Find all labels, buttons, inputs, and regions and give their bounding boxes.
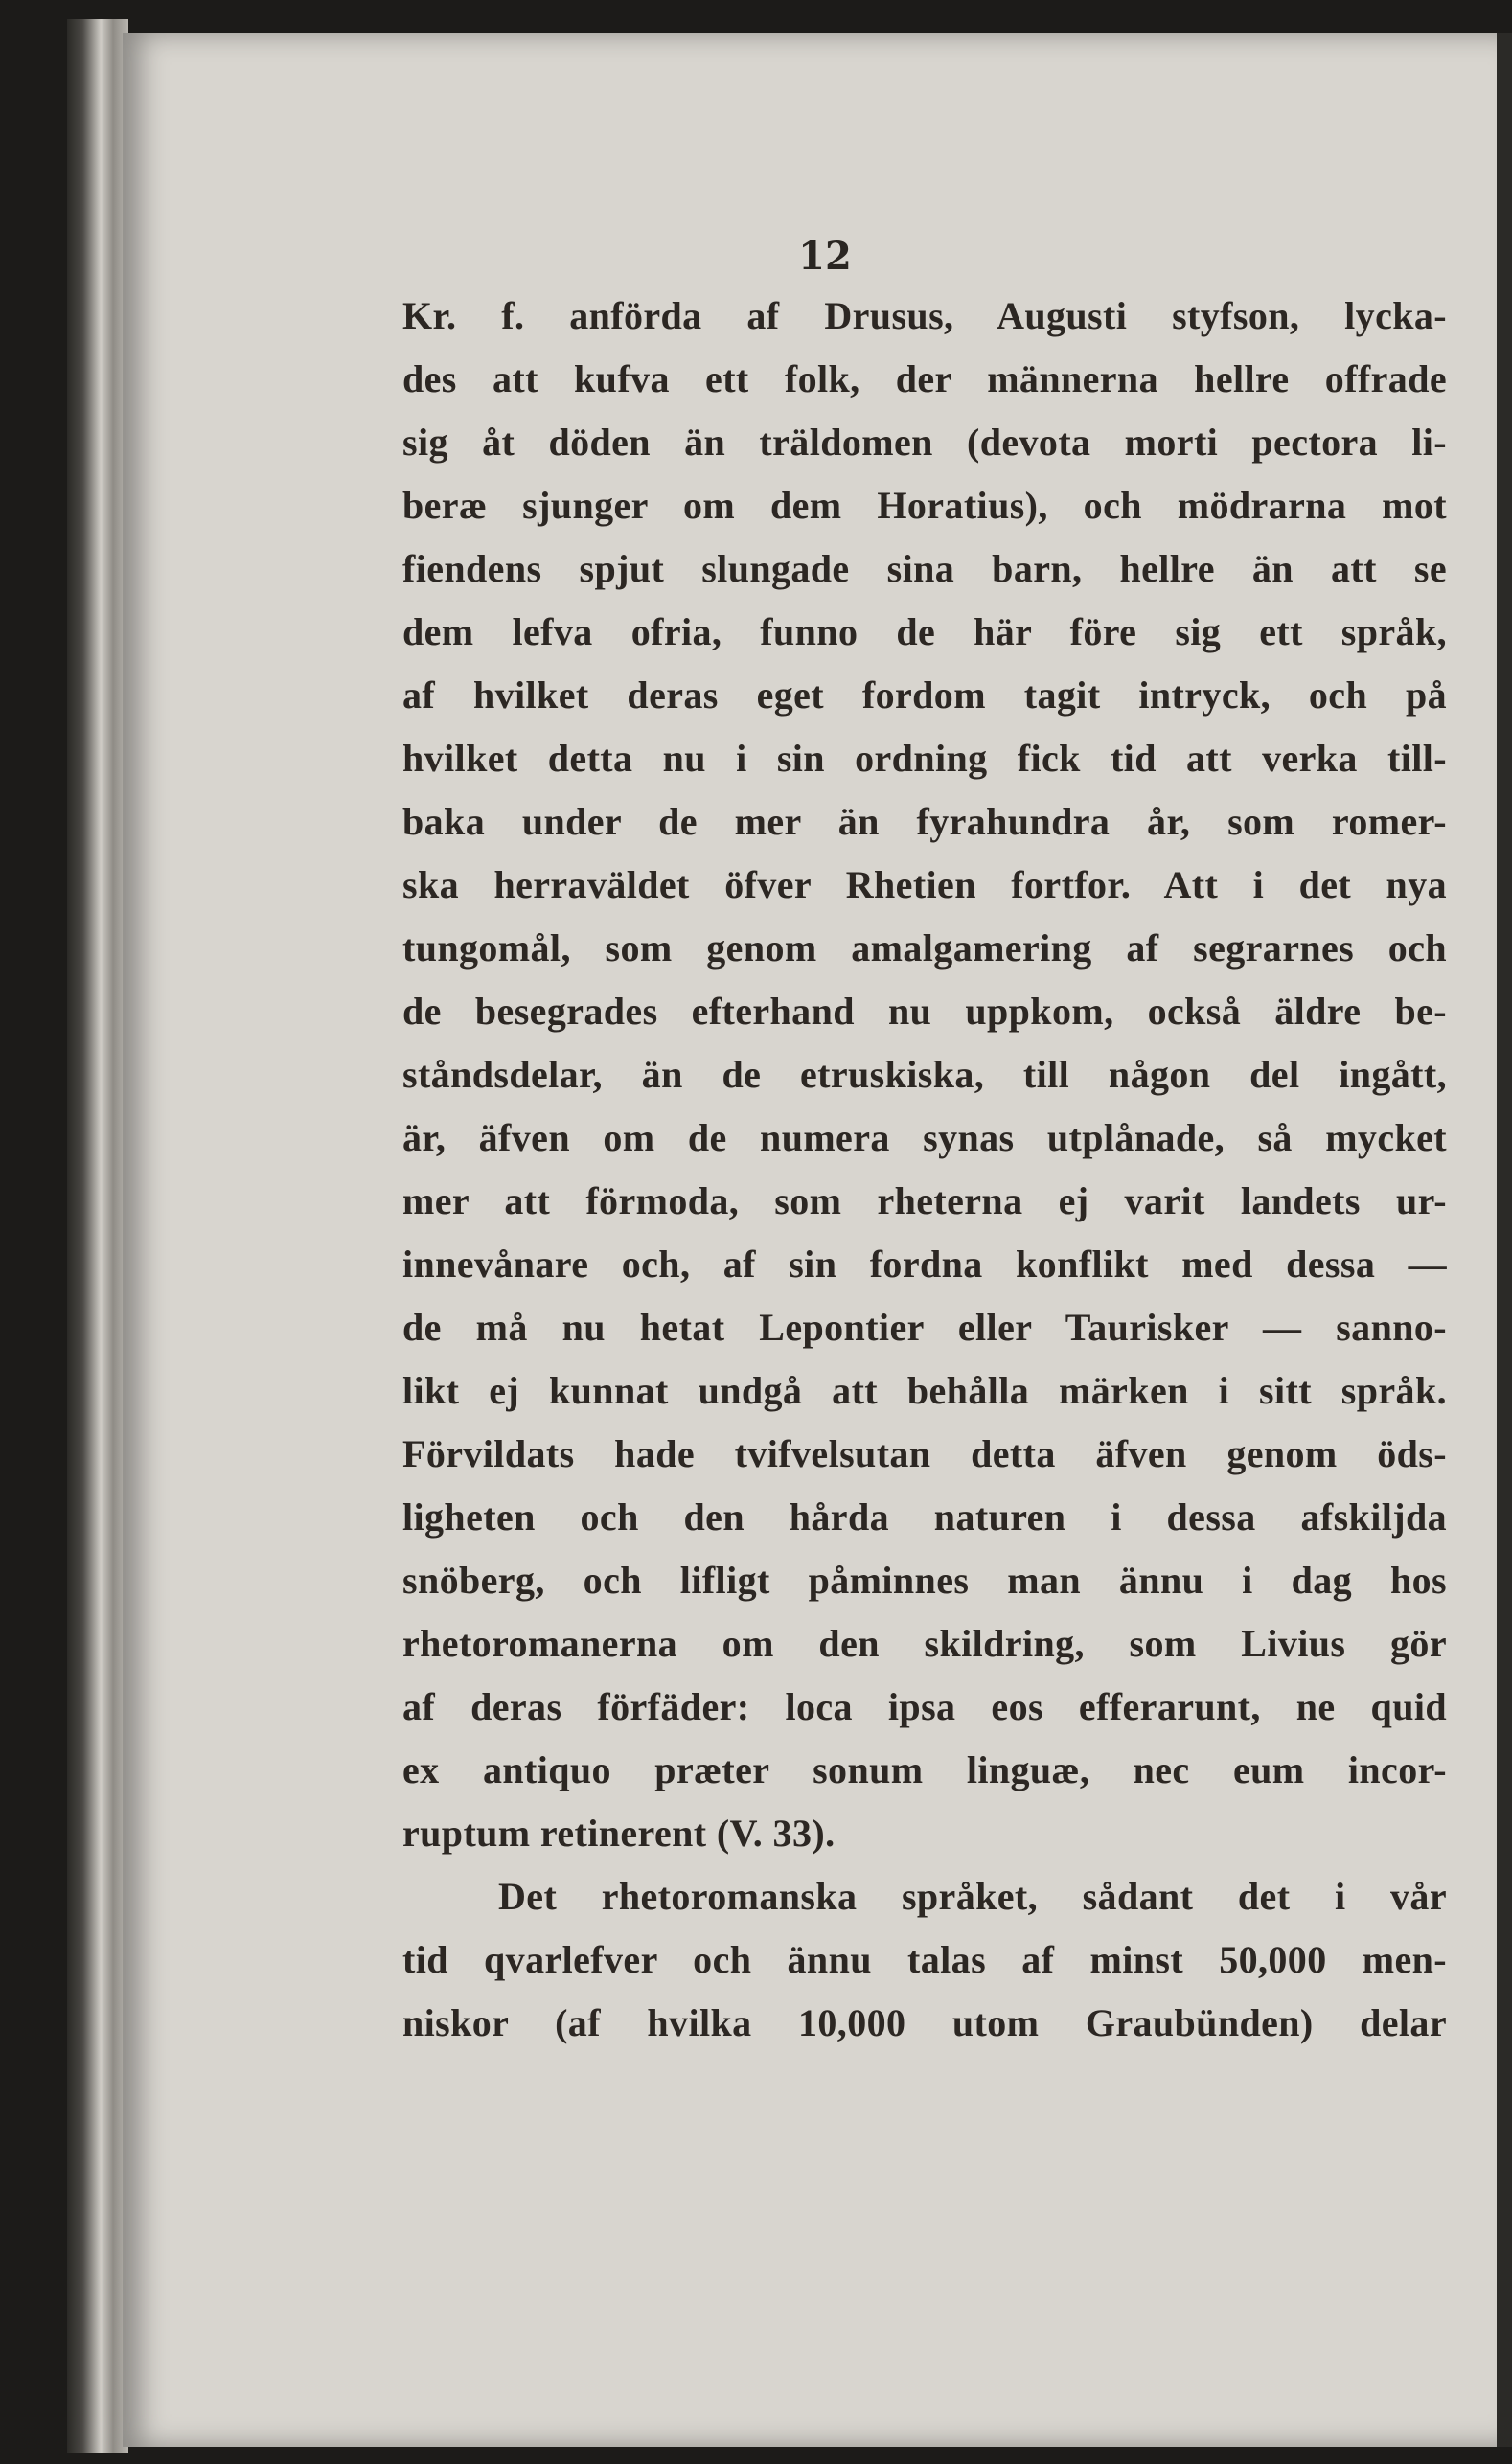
book-binding: [67, 19, 128, 2453]
text-line: ruptum retinerent (V. 33).: [402, 1812, 836, 1855]
text-line: hvilket detta nu i sin ordning fick tid att verka till-: [402, 737, 1447, 780]
text-line: fiendens spjut slungade sina barn, hellre än att se: [402, 547, 1447, 590]
text-line: är, äfven om de numera synas utplånade, så mycket: [402, 1116, 1447, 1159]
page-edge: [1497, 33, 1512, 2447]
text-line: tid qvarlefver och ännu talas af minst 50,000 men-: [402, 1938, 1447, 1981]
text-line: des att kufva ett folk, der männerna hellre offrade: [402, 357, 1447, 400]
text-line: de besegrades efterhand nu uppkom, också äldre be-: [402, 990, 1447, 1033]
text-line: ska herraväldet öfver Rhetien fortfor. Att i det nya: [402, 863, 1447, 906]
text-line: snöberg, och lifligt påminnes man ännu i dag hos: [402, 1559, 1447, 1602]
text-line: rhetoromanerna om den skildring, som Livius gör: [402, 1622, 1447, 1665]
text-line: niskor (af hvilka 10,000 utom Graubünden) delar: [402, 2001, 1447, 2044]
paragraph-start-line: Det rhetoromanska språket, sådant det i vår: [498, 1875, 1447, 1918]
text-line: baka under de mer än fyrahundra år, som romer-: [402, 800, 1447, 843]
text-line: beræ sjunger om dem Horatius), och mödrarna mot: [402, 484, 1447, 527]
text-line: dem lefva ofria, funno de här före sig ett språk,: [402, 610, 1447, 653]
text-line: Kr. f. anförda af Drusus, Augusti styfson, lycka-: [402, 294, 1447, 337]
text-line: af hvilket deras eget fordom tagit intryck, och på: [402, 673, 1447, 717]
body-text: [402, 285, 1447, 2055]
text-line: ligheten och den hårda naturen i dessa afskiljda: [402, 1495, 1447, 1539]
text-line: af deras förfäder: loca ipsa eos efferarunt, ne quid: [402, 1685, 1447, 1728]
text-line: mer att förmoda, som rheterna ej varit landets ur-: [402, 1179, 1447, 1222]
text-line: ståndsdelar, än de etruskiska, till någon del ingått,: [402, 1053, 1447, 1096]
text-line: Förvildats hade tvifvelsutan detta äfven genom öds-: [402, 1432, 1447, 1475]
text-line: sig åt döden än träldomen (devota morti pectora li-: [402, 421, 1447, 464]
text-line: likt ej kunnat undgå att behålla märken i sitt språk.: [402, 1369, 1447, 1412]
page-number: 12: [798, 234, 852, 279]
text-line: tungomål, som genom amalgamering af segrarnes och: [402, 926, 1447, 970]
text-line: innevånare och, af sin fordna konflikt med dessa —: [402, 1243, 1447, 1286]
text-line: de må nu hetat Lepontier eller Taurisker — sanno-: [402, 1306, 1447, 1349]
text-line: ex antiquo præter sonum linguæ, nec eum incor-: [402, 1748, 1447, 1791]
